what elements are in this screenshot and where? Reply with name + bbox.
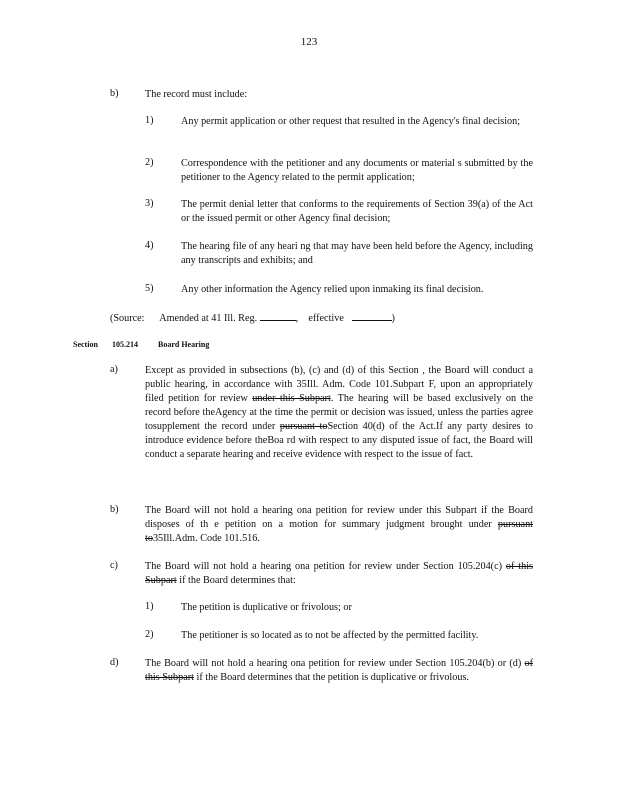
page-number: 123 [300, 36, 318, 48]
item-label: 3) [145, 198, 154, 209]
subsection-text: The Board will not hold a hearing ona petition for review under Section 105.204(b) or (d) of this Subpart if the Board determines that the petition is duplicative or frivolous. [145, 658, 533, 683]
section-title: Board Hearing [158, 340, 210, 349]
source-amended: Amended at 41 Ill. Reg. [159, 313, 258, 324]
item-text: The hearing file of any heari ng that may have been held before the Agency, including any transcripts and exhibits; and [181, 241, 533, 266]
subsection-label: d) [110, 657, 119, 668]
section-number: 105.214 [112, 340, 138, 349]
item-text: Any permit application or other request that resulted in the Agency's final decision; [181, 116, 521, 127]
blank-line [352, 311, 392, 321]
section-word: Section [73, 340, 98, 349]
subsection-label: b) [110, 504, 119, 515]
source-note: (Source: Amended at 41 Ill. Reg. , effective ) [110, 313, 395, 324]
subsection-text: The Board will not hold a hearing ona petition for review under this Subpart if the Board disposes of th e petition on a motion for summary judgment brought under pursuant to35Ill.Adm. Code 101.516. [145, 505, 533, 544]
item-label: 5) [145, 283, 154, 294]
source-close: ) [391, 313, 395, 324]
item-text: Any other information the Agency relied upon inmaking its final decision. [181, 284, 484, 295]
source-effective: effective [308, 313, 344, 324]
struck-text: pursuant to [279, 421, 328, 432]
subsection-label: b) [110, 88, 119, 99]
struck-text: under this Subpart [252, 393, 331, 404]
struck-text: pursuant to [145, 519, 533, 544]
item-label: 2) [145, 629, 154, 640]
source-open: (Source: [110, 313, 145, 324]
item-text: The petition is duplicative or frivolous; or [181, 602, 352, 613]
item-label: 2) [145, 157, 154, 168]
item-label: 4) [145, 240, 154, 251]
struck-text: of this Subpart [145, 658, 533, 683]
subsection-label: a) [110, 364, 118, 375]
subsection-text: Except as provided in subsections (b), (c) and (d) of this Section , the Board will conduct a public hearing, in accordance with 35Ill. Adm. Code 101.Subpart F, upon an appropriately filed petition for review under this Subpart. The hearing will be based exclusively on the record before theAgency at the time the permit or decision was issued, unless the parties agree tosupplement the record under pursuant toSection 40(d) of the Act.If any party desires to introduce evidence before theBoa rd with respect to any disputed issue of fact, the Board will conduct a separate hearing and receive evidence with respect to the issue of fact. [145, 365, 534, 460]
item-text: Correspondence with the petitioner and any documents or material s submitted by the petitioner to the Agency related to the permit application; [181, 158, 533, 183]
struck-text: of this Subpart [145, 561, 534, 586]
item-label: 1) [145, 601, 154, 612]
item-text: The petitioner is so located as to not be affected by the permitted facility. [181, 630, 479, 641]
item-label: 1) [145, 115, 154, 126]
item-text: The permit denial letter that conforms to the requirements of Section 39(a) of the Act or the issued permit or other Agency final decision; [181, 199, 533, 224]
subsection-text: The Board will not hold a hearing ona petition for review under Section 105.204(c) of this Subpart if the Board determines that: [145, 561, 534, 586]
subsection-label: c) [110, 560, 118, 571]
blank-line [260, 311, 296, 321]
subsection-text: The record must include: [145, 89, 248, 100]
